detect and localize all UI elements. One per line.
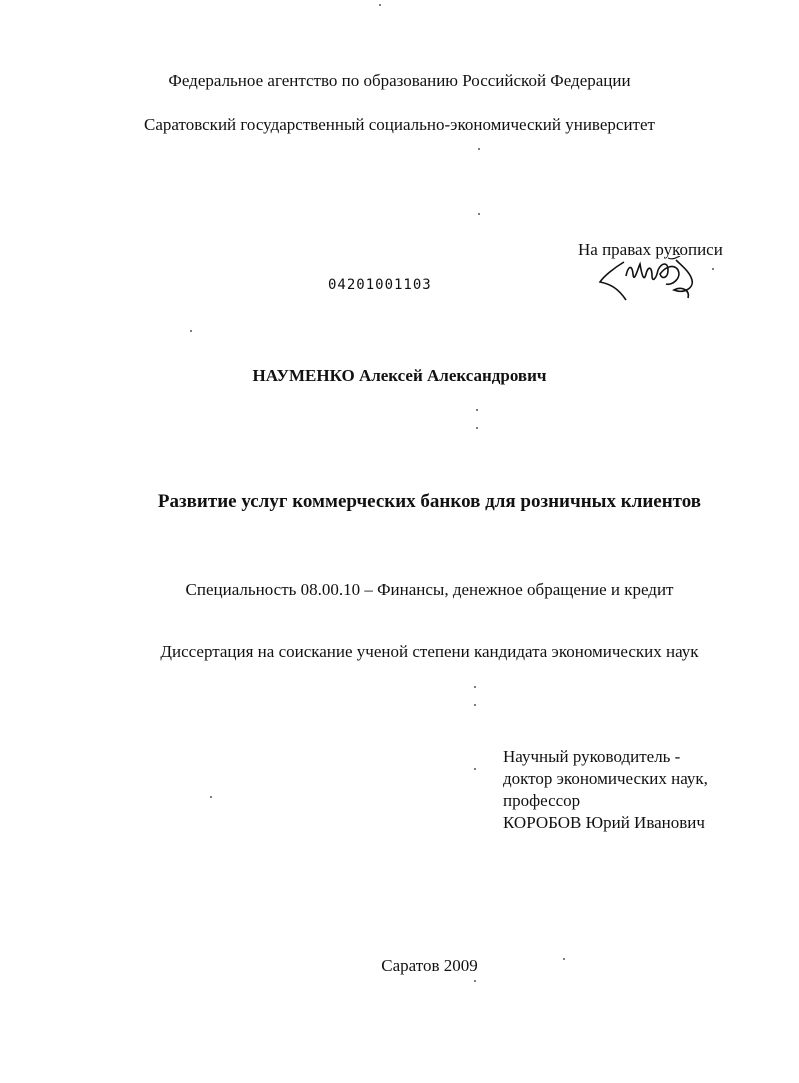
scan-speck [210,796,212,798]
scan-speck [474,768,476,770]
dissertation-type: Диссертация на соискание ученой степени кандидата экономических наук [160,642,699,661]
scan-speck [712,268,714,270]
signature-image [596,256,706,308]
scan-speck [478,148,480,150]
city-year: Саратов 2009 [381,956,478,975]
scan-speck [563,958,565,960]
agency-name: Федеральное агентство по образованию Российской Федерации [168,71,631,90]
supervisor-role: Научный руководитель - [503,747,681,766]
university-name: Саратовский государственный социально-экономический университет [144,115,655,134]
archive-code: 04201001103 [328,277,432,293]
supervisor-degree: доктор экономических наук, [503,769,708,788]
scan-speck [190,330,192,332]
scan-speck [478,213,480,215]
supervisor-block [503,746,708,834]
scan-speck [474,980,476,982]
scan-speck [476,409,478,411]
specialty-line: Специальность 08.00.10 – Финансы, денежное обращение и кредит [185,580,674,599]
scan-speck [474,686,476,688]
manuscript-note: На правах рукописи [578,240,723,259]
scan-speck [474,704,476,706]
supervisor-title: профессор [503,791,581,810]
supervisor-name: КОРОБОВ Юрий Иванович [503,813,705,832]
scan-speck [379,4,381,6]
dissertation-title: Развитие услуг коммерческих банков для розничных клиентов [157,491,702,512]
author-name: НАУМЕНКО Алексей Александрович [252,366,547,385]
scan-speck [476,427,478,429]
